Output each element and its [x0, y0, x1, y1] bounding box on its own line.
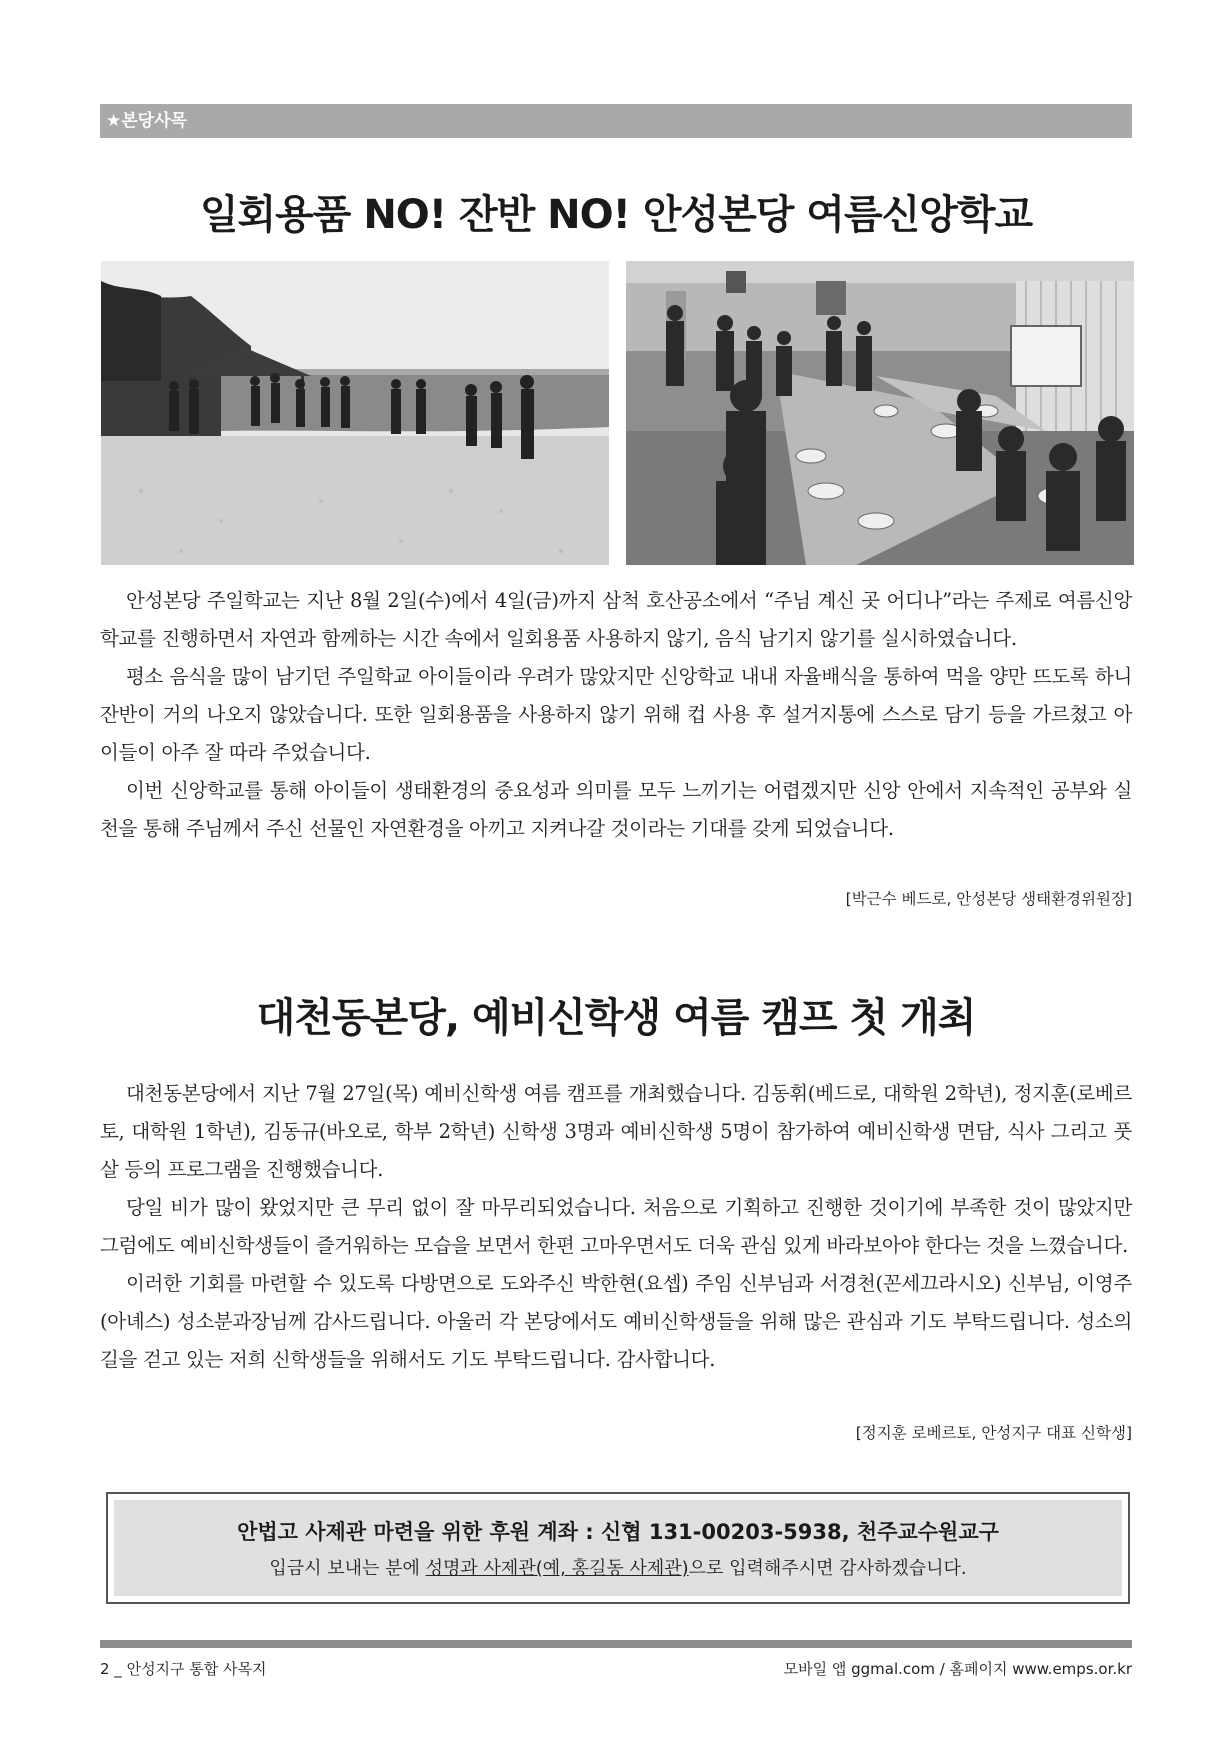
article1-paragraph: 평소 음식을 많이 남기던 주일학교 아이들이라 우려가 많았지만 신앙학교 내내 자율배식을 통하여 먹을 양만 뜨도록 하니 잔반이 거의 나오지 않았습니다. 또한 일회용품을 사용하지 않기 위해 컵 사용 후 설거지통에 스스로 담기 등을 가르쳤고 아이들이 아주 잘 따라 주었습니다.	[100, 665, 1132, 764]
donation-notice-inner	[114, 1500, 1122, 1596]
article1-title: 일회용품 NO! 잔반 NO! 안성본당 여름신앙학교	[199, 192, 1033, 238]
article2-paragraph: 이러한 기회를 마련할 수 있도록 다방면으로 도와주신 박한현(요셉) 주임 신부님과 서경천(꼰세끄라시오) 신부님, 이영주(아녜스) 성소분과장님께 감사드립니다. 아울러 각 본당에서도 예비신학생들을 위해 많은 관심과 기도 부탁드립니다. 성소의 길을 걷고 있는 저희 신학생들을 위해서도 기도 부탁드립니다. 감사합니다.	[100, 1272, 1132, 1371]
article1-paragraph: 이번 신앙학교를 통해 아이들이 생태환경의 중요성과 의미를 모두 느끼기는 어렵겠지만 신앙 안에서 지속적인 공부와 실천을 통해 주님께서 주신 선물인 자연환경을 아끼고 지켜나갈 것이라는 기대를 갖게 되었습니다.	[100, 779, 1132, 840]
footer-page-label: 2 _ 안성지구 통합 사목지	[100, 1660, 267, 1678]
donation-notice-box	[106, 1492, 1130, 1604]
article2-title: 대천동본당, 예비신학생 여름 캠프 첫 개최	[256, 995, 976, 1041]
donation-instruction-underlined: 성명과 사제관(예, 홍길동 사제관)	[425, 1558, 689, 1579]
article1-body	[100, 582, 1132, 848]
section-label: ★본당사목	[106, 111, 187, 131]
beach-photo	[101, 261, 609, 565]
article1-byline: [박근수 베드로, 안성본당 생태환경위원장]	[845, 890, 1132, 908]
article1-paragraph: 안성본당 주일학교는 지난 8월 2일(수)에서 4일(금)까지 삼척 호산공소에서 “주님 계신 곳 어디나”라는 주제로 여름신앙학교를 진행하면서 자연과 함께하는 시간 속에서 일회용품 사용하지 않기, 음식 남기지 않기를 실시하였습니다.	[100, 589, 1132, 650]
article2-paragraph: 당일 비가 많이 왔었지만 큰 무리 없이 잘 마무리되었습니다. 처음으로 기획하고 진행한 것이기에 부족한 것이 많았지만 그럼에도 예비신학생들이 즐거워하는 모습을 보면서 한편 고마우면서도 더욱 관심 있게 바라보아야 한다는 것을 느꼈습니다.	[100, 1196, 1132, 1257]
footer-website: 모바일 앱 ggmal.com / 홈페이지 www.emps.or.kr	[783, 1660, 1132, 1678]
section-label-bar	[100, 104, 1132, 138]
article2-byline: [정지훈 로베르토, 안성지구 대표 신학생]	[855, 1424, 1132, 1442]
donation-instruction-line	[114, 1554, 1122, 1580]
donation-account-line: 안법고 사제관 마련을 위한 후원 계좌 : 신협 131-00203-5938, 천주교수원교구	[237, 1520, 999, 1544]
donation-instruction-after: 으로 입력해주시면 감사하겠습니다.	[688, 1558, 967, 1579]
donation-instruction-before: 입금시 보내는 분에	[269, 1558, 426, 1579]
article2-body	[100, 1075, 1132, 1379]
article2-paragraph: 대천동본당에서 지난 7월 27일(목) 예비신학생 여름 캠프를 개최했습니다. 김동휘(베드로, 대학원 2학년), 정지훈(로베르토, 대학원 1학년), 김동규(바오로, 학부 2학년) 신학생 3명과 예비신학생 5명이 참가하여 예비신학생 면담, 식사 그리고 풋살 등의 프로그램을 진행했습니다.	[100, 1082, 1132, 1181]
dining-photo	[626, 261, 1134, 565]
footer-rule	[100, 1640, 1132, 1648]
